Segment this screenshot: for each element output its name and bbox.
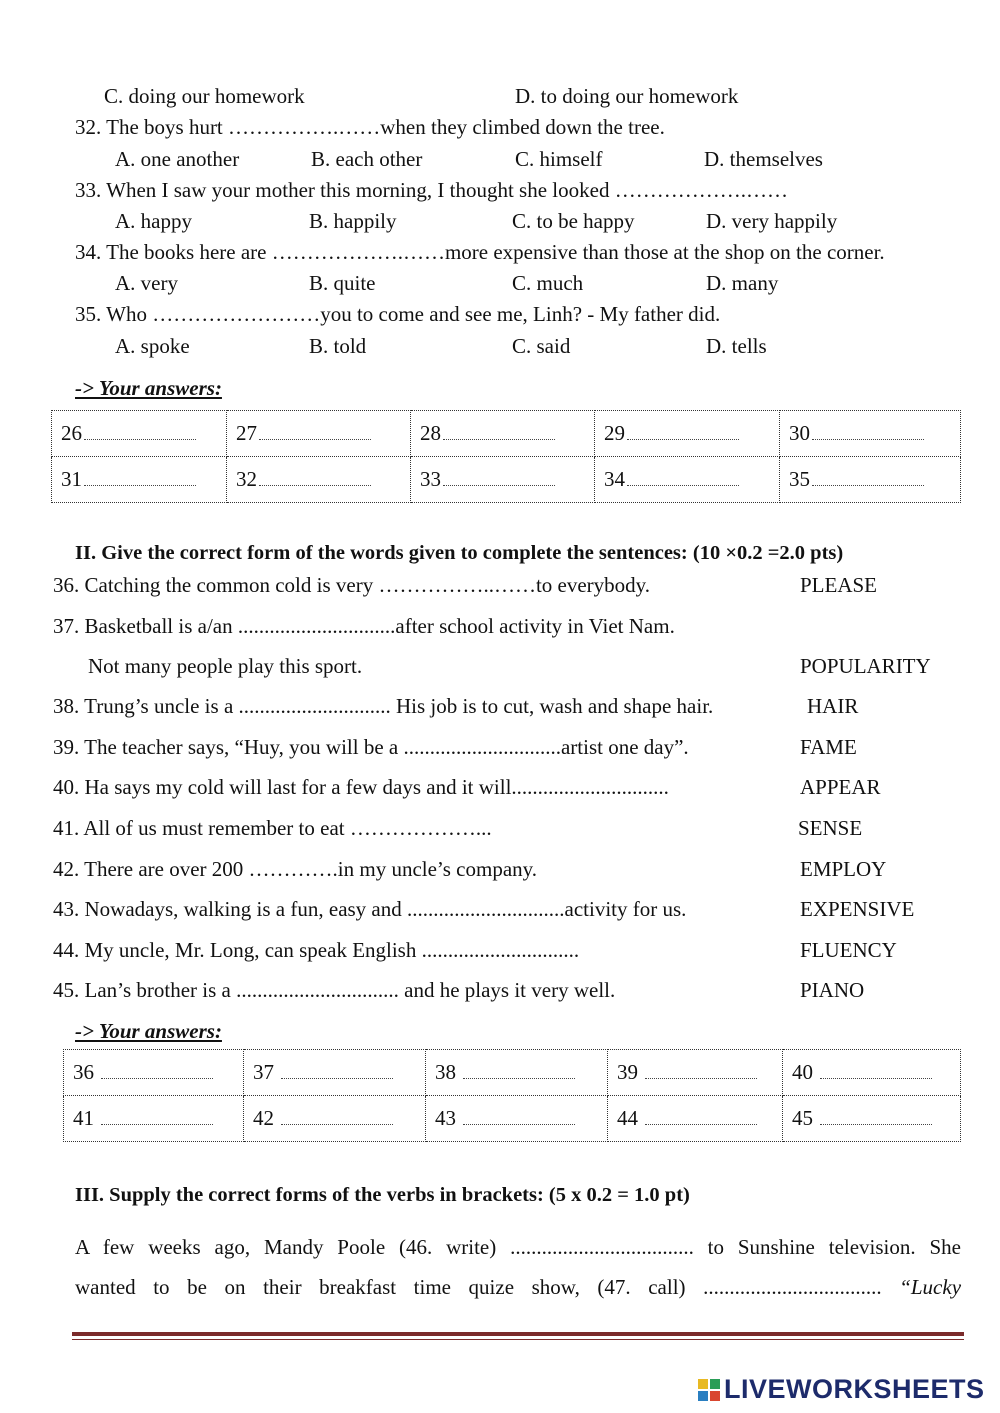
liveworksheets-logo-icon bbox=[697, 1378, 721, 1402]
answer-num: 27 bbox=[236, 421, 257, 445]
q33-option-d: D. very happily bbox=[706, 209, 838, 233]
q35-option-a: A. spoke bbox=[115, 334, 190, 358]
answer-input[interactable] bbox=[820, 1112, 932, 1125]
q36-text: 36. Catching the common cold is very ……………..……to everybody. bbox=[53, 573, 651, 597]
answer-input[interactable] bbox=[812, 427, 924, 440]
answer-input[interactable] bbox=[101, 1066, 213, 1079]
section2-heading: II. Give the correct form of the words given to complete the sentences: (10 ×0.2 =2.0 pts) bbox=[75, 542, 844, 564]
q31-option-c: C. doing our homework bbox=[104, 84, 305, 108]
q40-text: 40. Ha says my cold will last for a few days and it will.............................. bbox=[53, 775, 669, 799]
q36-word: PLEASE bbox=[800, 573, 878, 597]
answer-num: 42 bbox=[253, 1106, 274, 1130]
footer-rule bbox=[72, 1332, 964, 1336]
section3-line2-text: wanted to be on their breakfast time quize show, (47. call) .................................. bbox=[75, 1275, 882, 1299]
q37-text-cont: Not many people play this sport. bbox=[88, 654, 363, 678]
q34-stem: 34. The books here are ……………….……more expensive than those at the shop on the corner. bbox=[75, 240, 885, 264]
q33-option-a: A. happy bbox=[115, 209, 192, 233]
q32-option-a: A. one another bbox=[115, 147, 240, 171]
answer-input[interactable] bbox=[645, 1112, 757, 1125]
q33-stem: 33. When I saw your mother this morning, I thought she looked ……………….…… bbox=[75, 178, 788, 202]
q35-option-b: B. told bbox=[309, 334, 367, 358]
q31-option-d: D. to doing our homework bbox=[515, 84, 739, 108]
answer-num: 40 bbox=[792, 1060, 813, 1084]
q35-stem: 35. Who ……………………you to come and see me, Linh? - My father did. bbox=[75, 302, 721, 326]
answer-num: 26 bbox=[61, 421, 82, 445]
q34-option-a: A. very bbox=[115, 271, 178, 295]
q32-option-c: C. himself bbox=[515, 147, 603, 171]
answer-input[interactable] bbox=[281, 1066, 393, 1079]
liveworksheets-logo-text: LIVEWORKSHEETS bbox=[724, 1374, 985, 1404]
answer-grid-1 bbox=[51, 410, 961, 503]
q41-word: SENSE bbox=[798, 816, 863, 840]
answer-num: 36 bbox=[73, 1060, 94, 1084]
q33-option-c: C. to be happy bbox=[512, 209, 635, 233]
q34-option-d: D. many bbox=[706, 271, 779, 295]
q35-option-c: C. said bbox=[512, 334, 571, 358]
q32-stem: 32. The boys hurt …………….……when they climbed down the tree. bbox=[75, 115, 665, 139]
answer-num: 37 bbox=[253, 1060, 274, 1084]
answer-num: 38 bbox=[435, 1060, 456, 1084]
q37-text: 37. Basketball is a/an ..............................after school activity in Viet Nam. bbox=[53, 614, 675, 638]
q32-option-b: B. each other bbox=[311, 147, 423, 171]
answer-input[interactable] bbox=[463, 1112, 575, 1125]
q39-text: 39. The teacher says, “Huy, you will be a ..............................artist one day”. bbox=[53, 735, 689, 759]
answer-input[interactable] bbox=[463, 1066, 575, 1079]
answer-input[interactable] bbox=[84, 473, 196, 486]
q42-word: EMPLOY bbox=[800, 857, 887, 881]
q34-option-b: B. quite bbox=[309, 271, 376, 295]
q44-text: 44. My uncle, Mr. Long, can speak English .............................. bbox=[53, 938, 580, 962]
q43-text: 43. Nowadays, walking is a fun, easy and ..............................activity for us. bbox=[53, 897, 687, 921]
q35-option-d: D. tells bbox=[706, 334, 767, 358]
q38-word: HAIR bbox=[807, 694, 859, 718]
q39-word: FAME bbox=[800, 735, 857, 759]
answer-input[interactable] bbox=[627, 427, 739, 440]
q33-option-b: B. happily bbox=[309, 209, 397, 233]
answers-label-2: -> Your answers: bbox=[75, 1019, 222, 1043]
answer-grid-2 bbox=[63, 1049, 961, 1142]
answer-input[interactable] bbox=[259, 427, 371, 440]
answers-label-1: -> Your answers: bbox=[75, 376, 222, 400]
q44-word: FLUENCY bbox=[800, 938, 897, 962]
answer-input[interactable] bbox=[101, 1112, 213, 1125]
answer-input[interactable] bbox=[812, 473, 924, 486]
answer-num: 35 bbox=[789, 467, 810, 491]
section3-heading: III. Supply the correct forms of the verbs in brackets: (5 x 0.2 = 1.0 pt) bbox=[75, 1184, 690, 1206]
q41-text: 41. All of us must remember to eat ………………... bbox=[53, 816, 492, 840]
section3-line2 bbox=[75, 1267, 961, 1307]
answer-num: 30 bbox=[789, 421, 810, 445]
footer-rule-thin bbox=[72, 1339, 964, 1340]
q32-option-d: D. themselves bbox=[704, 147, 823, 171]
section3-line2-italic: “Lucky bbox=[899, 1275, 962, 1299]
answer-input[interactable] bbox=[443, 473, 555, 486]
answer-num: 29 bbox=[604, 421, 625, 445]
answer-input[interactable] bbox=[627, 473, 739, 486]
answer-num: 45 bbox=[792, 1106, 813, 1130]
liveworksheets-logo bbox=[697, 1374, 985, 1405]
answer-input[interactable] bbox=[645, 1066, 757, 1079]
answer-input[interactable] bbox=[820, 1066, 932, 1079]
answer-input[interactable] bbox=[443, 427, 555, 440]
q42-text: 42. There are over 200 ………….in my uncle’s company. bbox=[53, 857, 538, 881]
answer-num: 31 bbox=[61, 467, 82, 491]
q40-word: APPEAR bbox=[800, 775, 881, 799]
answer-num: 28 bbox=[420, 421, 441, 445]
answer-num: 43 bbox=[435, 1106, 456, 1130]
answer-input[interactable] bbox=[84, 427, 196, 440]
q37-word: POPULARITY bbox=[800, 654, 931, 678]
q34-option-c: C. much bbox=[512, 271, 584, 295]
answer-num: 44 bbox=[617, 1106, 638, 1130]
answer-num: 33 bbox=[420, 467, 441, 491]
answer-input[interactable] bbox=[281, 1112, 393, 1125]
answer-num: 41 bbox=[73, 1106, 94, 1130]
section3-line1: A few weeks ago, Mandy Poole (46. write) ................................... to Sunshine television. She bbox=[75, 1235, 961, 1259]
q45-word: PIANO bbox=[800, 978, 865, 1002]
q43-word: EXPENSIVE bbox=[800, 897, 915, 921]
answer-num: 34 bbox=[604, 467, 625, 491]
answer-num: 32 bbox=[236, 467, 257, 491]
answer-input[interactable] bbox=[259, 473, 371, 486]
answer-num: 39 bbox=[617, 1060, 638, 1084]
q38-text: 38. Trung’s uncle is a ............................. His job is to cut, wash and shape hair. bbox=[53, 694, 714, 718]
q45-text: 45. Lan’s brother is a ............................... and he plays it very well. bbox=[53, 978, 616, 1002]
